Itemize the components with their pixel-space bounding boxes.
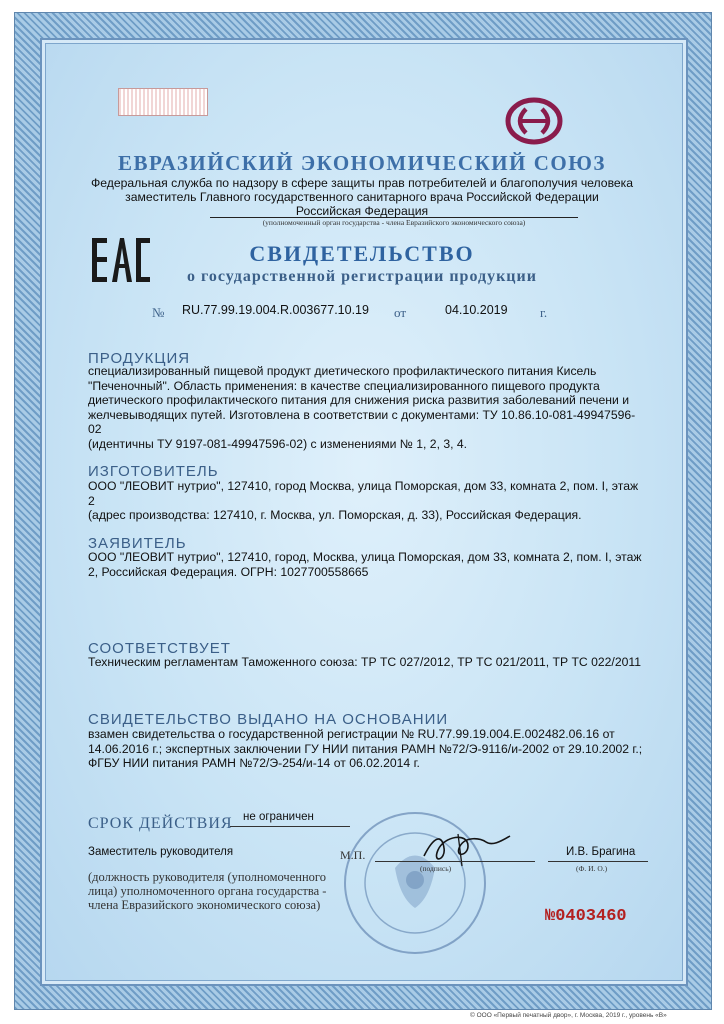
manufacturer-heading: ИЗГОТОВИТЕЛЬ (88, 463, 219, 480)
validity-value: не ограничен (243, 811, 314, 823)
serial-number: №0403460 (545, 907, 627, 926)
manufacturer-line: ООО "ЛЕОВИТ нутрио", 127410, город Москва, улица Поморская, дом 33, комната 2, пом. I, этаж 2 (88, 479, 639, 508)
basis-line: ФГБУ НИИ питания РАМН №72/Э-254/и-14 от 06.02.2014 г. (88, 756, 420, 771)
manufacturer-text (88, 479, 644, 523)
position-caption-line: лица) уполномоченного органа государства - (88, 884, 327, 898)
agency-line: Российская Федерация (295, 204, 429, 218)
certificate-title: СВИДЕТЕЛЬСТВО (249, 241, 475, 266)
date-label: от (394, 305, 407, 320)
product-line: диетического профилактического питания для снижения риска развития заболеваний печени и (88, 393, 630, 408)
product-line: специализированный пищевой продукт диетического профилактического питания Кисель (88, 364, 597, 378)
hologram-strip (118, 88, 208, 116)
basis-line: 14.06.2016 г.; экспертных заключении ГУ НИИ питания РАМН №72/Э-9116/и-2002 от 29.10.2002 г.; (88, 741, 643, 756)
name-line (548, 861, 648, 862)
position-caption (88, 870, 326, 912)
signer-name: И.В. Брагина (566, 846, 636, 858)
agency-caption: (уполномоченный орган государства - члена Евразийского экономического союза) (262, 218, 526, 227)
product-line: желчевыводящих путей. Изготовлена в соответствии с документами: ТУ 10.86.10-081-49947596-02 (88, 407, 636, 437)
union-title: ЕВРАЗИЙСКИЙ ЭКОНОМИЧЕСКИЙ СОЮЗ (118, 151, 606, 175)
number-label: № (152, 305, 165, 320)
signer-position: Заместитель руководителя (88, 846, 234, 858)
eaeu-logo-icon (504, 96, 564, 146)
agency-line: заместитель Главного государственного санитарного врача Российской Федерации (125, 190, 599, 204)
applicant-heading: ЗАЯВИТЕЛЬ (88, 535, 187, 552)
agency-block (80, 176, 644, 218)
position-caption-line: (должность руководителя (уполномоченного (88, 870, 326, 884)
certificate-subtitle: о государственной регистрации продукции (187, 268, 537, 285)
applicant-line: ООО "ЛЕОВИТ нутрио", 127410, город, Москва, улица Поморская, дом 33, комната 2, пом. I, этаж (88, 550, 642, 564)
signature-caption: (подпись) (420, 864, 452, 873)
position-caption-line: члена Евразийского экономического союза) (88, 898, 321, 912)
conforms-heading: СООТВЕТСТВУЕТ (88, 640, 231, 657)
product-heading: ПРОДУКЦИЯ (88, 350, 191, 367)
agency-line: Федеральная служба по надзору в сфере защиты прав потребителей и благополучия человека (90, 176, 634, 190)
conforms-line: Техническим регламентам Таможенного союза: ТР ТС 027/2012, ТР ТС 021/2011, ТР ТС 022/2011 (88, 655, 642, 669)
signature-line (375, 861, 535, 862)
certificate-number: RU.77.99.19.004.R.003677.10.19 (182, 303, 369, 317)
certificate-date: 04.10.2019 (445, 303, 508, 317)
printer-copyright: © ООО «Первый печатный двор», г. Москва, 2019 г., уровень «В» (470, 1012, 667, 1019)
fio-caption: (Ф. И. О.) (576, 864, 608, 873)
product-text (88, 364, 644, 452)
basis-line: взамен свидетельства о государственной регистрации № RU.77.99.19.004.E.002482.06.16 от (88, 727, 615, 741)
basis-text (88, 727, 644, 771)
year-suffix: г. (540, 305, 548, 320)
conforms-text (88, 655, 644, 670)
basis-heading: СВИДЕТЕЛЬСТВО ВЫДАНО НА ОСНОВАНИИ (88, 711, 449, 728)
applicant-text (88, 550, 644, 579)
stamp-place-label: М.П. (340, 848, 366, 862)
validity-heading: СРОК ДЕЙСТВИЯ (88, 815, 233, 832)
manufacturer-line: (адрес производства: 127410, г. Москва, ул. Поморская, д. 33), Российская Федерация. (88, 508, 582, 523)
product-line: (идентичны ТУ 9197-081-49947596-02) с изменениями № 1, 2, 3, 4. (88, 436, 468, 451)
product-line: "Печеночный". Область применения: в качестве специализированного пищевого продукта (88, 378, 600, 393)
applicant-line: 2, Российская Федерация. ОГРН: 1027700558665 (88, 564, 369, 579)
validity-underline (230, 826, 350, 827)
